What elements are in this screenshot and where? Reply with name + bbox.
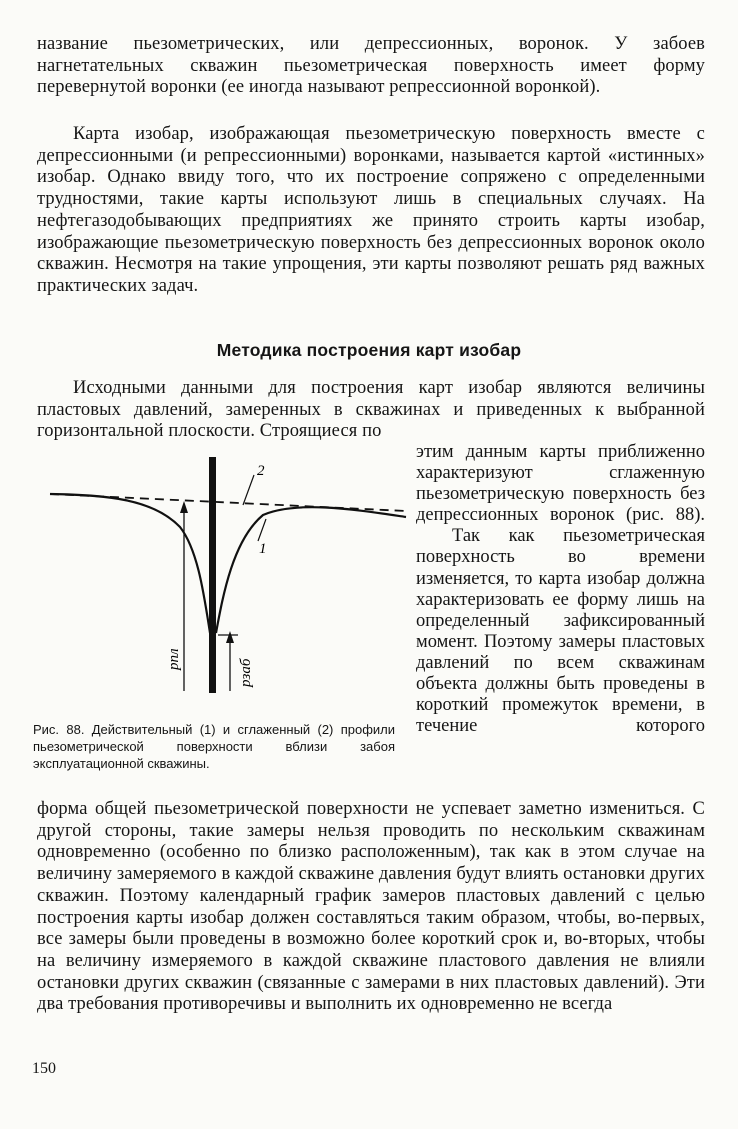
- page-number: 150: [32, 1060, 56, 1077]
- ppl-arrow-head: [180, 501, 188, 513]
- actual-profile-curve: [50, 494, 406, 633]
- figure-88: [38, 455, 410, 695]
- smoothed-profile-line: [50, 494, 406, 511]
- paragraph-1: название пьезометрических, или депрессионных, воронок. У забоев нагнетательных скважин пьезометрическая поверхность имеет форму перевернутой воронки (ее иногда называют репрессионной воронкой).: [37, 34, 705, 98]
- leader-line-2: [243, 475, 254, 505]
- well-bore: [209, 457, 216, 693]
- pzab-arrow-head: [226, 631, 234, 643]
- curve-label-1: 1: [259, 541, 267, 557]
- pzab-label: pзаб: [238, 658, 254, 687]
- wrapped-text-part-2: Так как пьезометрическая поверхность во времени изменяется, то карта изобар должна характеризовать ее форму лишь на определенный зафиксированный момент. Поэтому замеры пластовых давлений по всем скважинам объекта должны быть проведены в короткий промежуток времени, в течение которого: [416, 526, 705, 737]
- curve-label-2: 2: [257, 463, 265, 479]
- figure-caption: Рис. 88. Действительный (1) и сглаженный (2) профили пьезометрической поверхности вблизи забоя эксплуатационной скважины.: [33, 722, 395, 771]
- wrapped-text-column: [416, 442, 705, 737]
- leader-line-1: [258, 519, 266, 541]
- paragraph-3: Исходными данными для построения карт изобар являются величины пластовых давлений, замеренных в скважинах и приведенных к выбранной горизонтальной плоскости. Строящиеся по: [37, 378, 705, 442]
- paragraph-4: форма общей пьезометрической поверхности не успевает заметно измениться. С другой стороны, такие замеры нельзя проводить по нескольким скважинам одновременно (особенно по близко расположенным), так как в этом случае на величину замеряемого в каждой скважине давления будут влиять остановки других скважин. Поэтому календарный график замеров пластовых давлений с целью построения карты изобар должен составляться таким образом, чтобы, во-первых, все замеры были проведены в возможно более короткий срок и, во-вторых, чтобы на величину измеряемого в каждой скважине пластового давления не влияли остановки других скважин (связанные с замерами в них пластовых давлений). Эти два требования противоречивы и выполнить их одновременно не всегда: [37, 799, 705, 1015]
- piezometric-profile-diagram: [38, 455, 410, 695]
- section-heading: Методика построения карт изобар: [216, 340, 522, 360]
- ppl-label: pпл: [166, 648, 182, 670]
- paragraph-2: Карта изобар, изображающая пьезометрическую поверхность вместе с депрессионными (и репрессионными) воронками, называется картой «истинных» изобар. Однако ввиду того, что их построение сопряжено с определенными трудностями, такие карты используют лишь в специальных случаях. На нефтегазодобывающих предприятиях же принято строить карты изобар, изображающие пьезометрическую поверхность без депрессионных воронок около скважин. Несмотря на такие упрощения, эти карты позволяют решать ряд важных практических задач.: [37, 124, 705, 296]
- wrapped-text-part-1: этим данным карты приближенно характеризуют сглаженную пьезометрическую поверхность без депрессионных воронок (рис. 88).: [416, 442, 705, 526]
